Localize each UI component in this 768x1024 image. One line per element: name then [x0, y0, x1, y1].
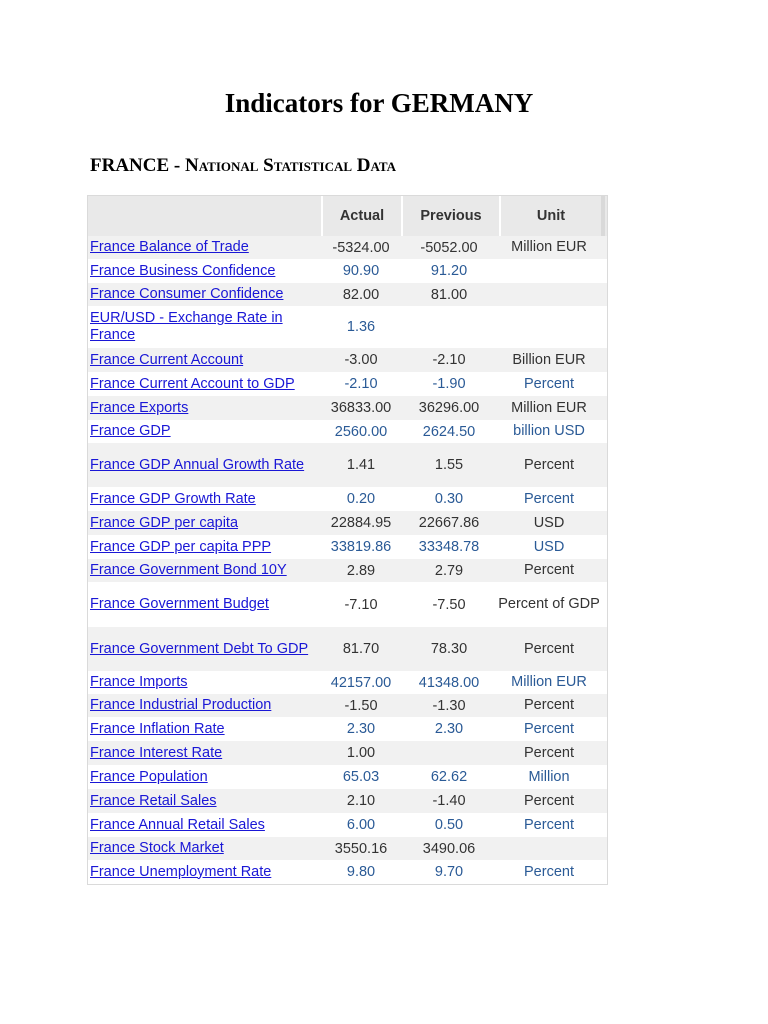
- table-row: [88, 487, 607, 511]
- indicator-link[interactable]: France Exports: [90, 399, 189, 416]
- indicator-cell: [88, 515, 321, 532]
- unit-cell: Percent: [524, 456, 574, 473]
- indicator-link[interactable]: France Annual Retail Sales: [90, 816, 265, 833]
- actual-cell: -2.10: [344, 376, 378, 392]
- indicator-cell: [88, 539, 321, 556]
- table-row: [88, 259, 607, 283]
- header-edge: [601, 196, 605, 236]
- header-actual: Actual: [321, 196, 401, 236]
- table-row: [88, 443, 607, 487]
- actual-cell: -1.50: [344, 697, 378, 714]
- actual-cell: -7.10: [344, 596, 378, 613]
- indicator-link[interactable]: France GDP per capita: [90, 514, 239, 531]
- indicator-cell: [88, 310, 321, 344]
- actual-cell: 36833.00: [330, 400, 392, 416]
- actual-cell: 2.10: [346, 793, 376, 809]
- unit-cell: Million EUR: [511, 399, 587, 416]
- unit-cell: Percent: [524, 744, 574, 761]
- indicator-cell: [88, 864, 321, 881]
- actual-cell: 9.80: [346, 864, 376, 880]
- indicator-link[interactable]: France Retail Sales: [90, 792, 217, 809]
- previous-cell: -5052.00: [420, 239, 478, 256]
- table-row: [88, 396, 607, 420]
- unit-cell: Percent of GDP: [498, 596, 600, 612]
- indicator-cell: [88, 596, 321, 613]
- table-row: [88, 372, 607, 396]
- indicator-link[interactable]: France Consumer Confidence: [90, 286, 284, 302]
- previous-cell: 2.79: [434, 562, 464, 579]
- table-row: [88, 671, 607, 694]
- table-row: [88, 420, 607, 443]
- previous-cell: 81.00: [430, 286, 468, 303]
- indicator-cell: [88, 793, 321, 810]
- unit-cell: Percent: [524, 792, 574, 809]
- table-row: [88, 837, 607, 860]
- indicator-link[interactable]: France Government Debt To GDP: [90, 640, 309, 657]
- actual-cell: -5324.00: [332, 239, 390, 256]
- previous-cell: 91.20: [430, 263, 468, 279]
- table-row: [88, 306, 607, 348]
- indicator-cell: [88, 840, 321, 857]
- indicator-link[interactable]: France Inflation Rate: [90, 720, 225, 737]
- previous-cell: 0.50: [434, 817, 464, 833]
- previous-cell: 1.55: [434, 457, 464, 473]
- unit-cell: Million: [528, 768, 570, 785]
- section-country: FRANCE: [90, 155, 170, 176]
- section-separator: -: [169, 155, 185, 176]
- indicator-link[interactable]: France Current Account: [90, 351, 244, 368]
- table-row: [88, 717, 607, 741]
- header-unit: Unit: [499, 196, 601, 236]
- actual-cell: 3550.16: [334, 840, 388, 857]
- table-row: [88, 789, 607, 813]
- unit-cell: Million EUR: [511, 239, 587, 255]
- indicator-cell: [88, 239, 321, 256]
- actual-cell: 2.30: [346, 721, 376, 737]
- indicator-cell: [88, 286, 321, 303]
- indicator-link[interactable]: France Imports: [90, 674, 188, 690]
- header-previous: Previous: [401, 196, 499, 236]
- indicator-cell: [88, 562, 321, 579]
- actual-cell: 2560.00: [334, 423, 388, 440]
- indicator-cell: [88, 745, 321, 762]
- table-row: [88, 694, 607, 717]
- table-body: [88, 236, 607, 884]
- actual-cell: 1.00: [346, 745, 376, 761]
- indicator-link[interactable]: France GDP Annual Growth Rate: [90, 456, 305, 473]
- table-row: [88, 741, 607, 765]
- previous-cell: -1.30: [432, 697, 466, 714]
- previous-cell: 78.30: [430, 641, 468, 657]
- unit-cell: Percent: [524, 697, 574, 713]
- indicator-link[interactable]: France Industrial Production: [90, 697, 272, 713]
- unit-cell: Billion EUR: [512, 351, 586, 368]
- indicator-link[interactable]: France Balance of Trade: [90, 239, 249, 255]
- actual-cell: 22884.95: [330, 515, 392, 531]
- actual-cell: -3.00: [344, 352, 378, 368]
- indicator-link[interactable]: France Business Confidence: [90, 262, 276, 279]
- table-row: [88, 283, 607, 306]
- previous-cell: 36296.00: [418, 400, 480, 416]
- previous-cell: 2624.50: [422, 423, 476, 440]
- unit-cell: Million EUR: [511, 674, 587, 690]
- unit-cell: Percent: [524, 816, 574, 833]
- section-name: National Statistical Data: [185, 155, 397, 176]
- indicator-link[interactable]: France GDP: [90, 423, 171, 439]
- unit-cell: USD: [533, 538, 565, 555]
- indicator-link[interactable]: France Interest Rate: [90, 744, 223, 761]
- indicator-cell: [88, 376, 321, 393]
- indicators-table: [87, 195, 608, 885]
- unit-cell: Percent: [524, 863, 574, 880]
- table-row: [88, 535, 607, 559]
- previous-cell: 22667.86: [418, 515, 480, 531]
- indicator-link[interactable]: France Population: [90, 768, 208, 785]
- table-row: [88, 582, 607, 627]
- actual-cell: 6.00: [346, 817, 376, 833]
- indicator-link[interactable]: France Unemployment Rate: [90, 863, 272, 880]
- unit-cell: Percent: [524, 640, 574, 657]
- indicator-link[interactable]: France Current Account to GDP: [90, 375, 295, 392]
- previous-cell: 2.30: [434, 721, 464, 737]
- table-row: [88, 236, 607, 259]
- table-row: [88, 559, 607, 582]
- indicator-link[interactable]: EUR/USD - Exchange Rate in France: [90, 310, 283, 343]
- actual-cell: 81.70: [342, 641, 380, 657]
- table-row: [88, 348, 607, 372]
- indicator-link[interactable]: France Stock Market: [90, 840, 224, 856]
- previous-cell: -7.50: [432, 596, 466, 613]
- unit-cell: Percent: [524, 562, 574, 578]
- table-row: [88, 765, 607, 789]
- table-row: [88, 511, 607, 535]
- actual-cell: 33819.86: [330, 539, 392, 555]
- unit-cell: Percent: [524, 720, 574, 737]
- actual-cell: 90.90: [342, 263, 380, 279]
- actual-cell: 82.00: [342, 286, 380, 303]
- actual-cell: 1.36: [346, 319, 376, 335]
- actual-cell: 65.03: [342, 769, 380, 785]
- section-title: [90, 155, 396, 177]
- indicator-cell: [88, 817, 321, 834]
- indicator-link[interactable]: France GDP Growth Rate: [90, 490, 256, 507]
- page-title: Indicators for GERMANY: [224, 88, 534, 118]
- actual-cell: 1.41: [346, 457, 376, 473]
- previous-cell: 33348.78: [418, 539, 480, 555]
- indicator-cell: [88, 697, 321, 714]
- indicator-cell: [88, 263, 321, 280]
- indicator-cell: [88, 400, 321, 417]
- previous-cell: -1.40: [432, 793, 466, 809]
- unit-cell: Percent: [524, 375, 574, 392]
- table-header: [88, 196, 607, 236]
- indicator-cell: [88, 641, 321, 658]
- actual-cell: 42157.00: [330, 674, 392, 691]
- unit-cell: Percent: [524, 490, 574, 507]
- indicator-link[interactable]: France GDP per capita PPP: [90, 538, 272, 555]
- indicator-cell: [88, 423, 321, 440]
- actual-cell: 0.20: [346, 491, 376, 507]
- previous-cell: 41348.00: [418, 674, 480, 691]
- previous-cell: 0.30: [434, 491, 464, 507]
- previous-cell: 3490.06: [422, 840, 476, 857]
- unit-cell: USD: [533, 514, 565, 531]
- table-row: [88, 627, 607, 671]
- indicator-link[interactable]: France Government Bond 10Y: [90, 562, 287, 578]
- indicator-cell: [88, 674, 321, 691]
- previous-cell: -1.90: [432, 376, 466, 392]
- unit-cell: billion USD: [513, 423, 585, 439]
- previous-cell: -2.10: [432, 352, 466, 368]
- indicator-cell: [88, 491, 321, 508]
- indicator-cell: [88, 721, 321, 738]
- header-indicator: [88, 196, 321, 236]
- table-row: [88, 813, 607, 837]
- indicator-cell: [88, 352, 321, 369]
- table-row: [88, 860, 607, 884]
- previous-cell: 62.62: [430, 769, 468, 785]
- indicator-cell: [88, 457, 321, 474]
- previous-cell: 9.70: [434, 864, 464, 880]
- indicator-link[interactable]: France Government Budget: [90, 596, 269, 612]
- indicator-cell: [88, 769, 321, 786]
- actual-cell: 2.89: [346, 562, 376, 579]
